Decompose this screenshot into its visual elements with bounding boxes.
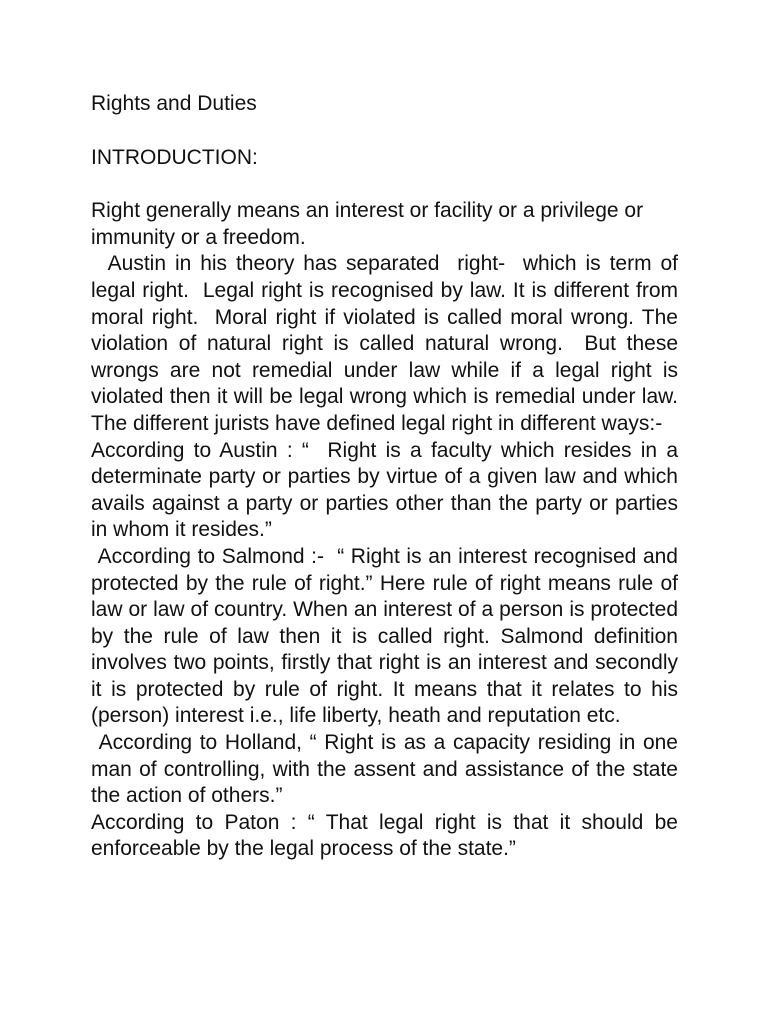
paragraph-paton-definition: According to Paton : “ That legal right is that it should be enforceable by the legal process of the state.” [91,810,678,861]
body-text [91,198,678,863]
paragraph-salmond-definition: According to Salmond :- “ Right is an interest recognised and protected by the rule of right.” Here rule of right means rule of law or law of country. When an interest of a person is protected by the rule of law then it is called right. Salmond definition involves two points, firstly that right is an interest and secondly it is protected by rule of right. It means that it relates to his (person) interest i.e., life liberty, heath and reputation etc. [91,544,678,728]
paragraph-definition: Right generally means an interest or facility or a privilege or immunity or a freedom. [91,199,644,249]
paragraph-austin-theory: Austin in his theory has separated right- which is term of legal right. Legal right is recognised by law. It is different from moral right. Moral right if violated is called moral wrong. The violation of natural right is called natural wrong. But these wrongs are not remedial under law while if a legal right is violated then it will be legal wrong which is remedial under law. The different jurists have defined legal right in different ways:- [91,252,678,435]
paragraph-holland-definition: According to Holland, “ Right is as a capacity residing in one man of controlling, with the assent and assistance of the state the action of others.” [91,731,678,808]
section-heading: INTRODUCTION: [91,145,258,169]
paragraph-austin-definition: According to Austin : “ Right is a faculty which resides in a determinate party or parties by virtue of a given law and which avails against a party or parties other than the party or parties in whom it resides.” [91,438,678,542]
document-page [91,91,678,863]
document-title: Rights and Duties [91,92,257,115]
